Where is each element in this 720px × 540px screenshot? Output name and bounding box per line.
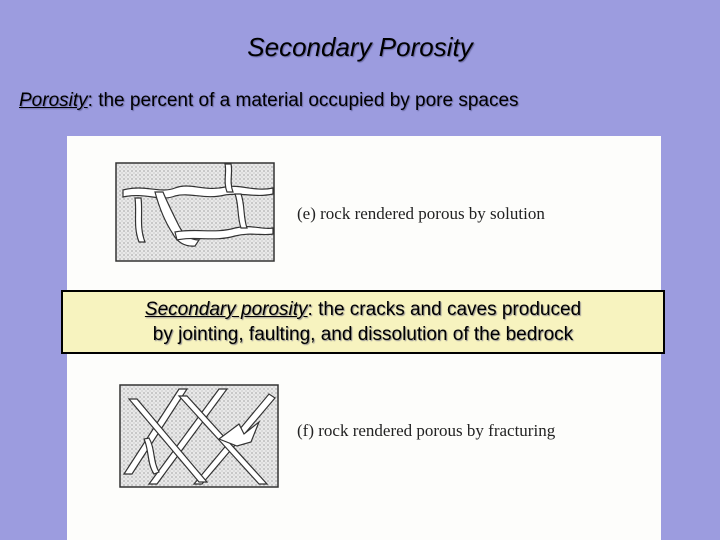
secondary-porosity-callout [61, 290, 665, 354]
callout-term: Secondary porosity [144, 299, 308, 320]
fracture-porosity-illustration [119, 384, 279, 488]
porosity-definition [19, 90, 709, 112]
callout-line-1 [63, 297, 663, 322]
fracture-porosity-label: (f) rock rendered porous by fracturing [297, 421, 556, 440]
definition-text: : the percent of a material occupied by pore spaces [87, 90, 519, 111]
callout-line-1-text: : the cracks and caves produced [307, 299, 582, 320]
solution-porosity-illustration [115, 162, 275, 262]
definition-term: Porosity [19, 90, 88, 111]
slide-title: Secondary Porosity [247, 32, 473, 62]
callout-line-2: by jointing, faulting, and dissolution of the bedrock [152, 324, 574, 345]
solution-porosity-label: (e) rock rendered porous by solution [297, 204, 545, 223]
